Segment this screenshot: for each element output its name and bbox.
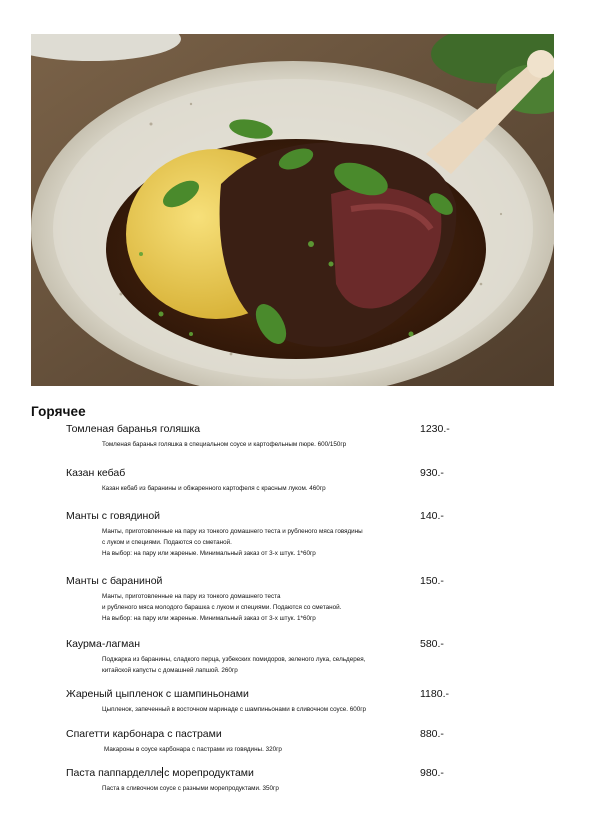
menu-item-description-line: Манты, приготовленные на пару из тонкого домашнего теста — [102, 593, 281, 600]
menu-item-description-line: китайской капусты с домашней лапшой. 260гр — [102, 667, 238, 675]
text-cursor — [162, 767, 163, 778]
menu-item-price: 980.- — [420, 767, 444, 779]
menu-item-price: 150.- — [420, 575, 444, 587]
dish-photo — [31, 34, 554, 386]
section-title: Горячее — [31, 404, 86, 419]
menu-item-description-line: Манты, приготовленные на пару из тонкого домашнего теста и рубленого мяса говядины — [102, 528, 363, 535]
menu-item-description — [102, 783, 279, 794]
menu-item-price: 880.- — [420, 728, 444, 740]
menu-item-name-part: Паста паппарделле — [66, 767, 163, 779]
menu-item-description — [102, 483, 326, 494]
menu-item-description — [102, 654, 365, 676]
menu-item-name: Спагетти карбонара с пастрами — [66, 728, 222, 740]
menu-item-description — [102, 526, 363, 560]
menu-item-description-line: На выбор: на пару или жареные. Минимальный заказ от 3-х штук. 1*60гр — [102, 550, 316, 558]
menu-item-description-line: На выбор: на пару или жареные. Минимальный заказ от 3-х штук. 1*60гр — [102, 615, 316, 623]
menu-item-description — [104, 744, 282, 755]
menu-item-name: Казан кебаб — [66, 467, 126, 479]
menu-item-description-line: Поджарка из баранины, сладкого перца, узбекских помидоров, зеленого лука, сельдерея, — [102, 656, 366, 663]
menu-item-description — [102, 704, 366, 715]
menu-item-price: 580.- — [420, 638, 444, 650]
menu-item-name — [66, 767, 254, 779]
menu-item-name: Жареный цыпленок с шампиньонами — [66, 688, 249, 700]
menu-item-name: Каурма-лагман — [66, 638, 141, 650]
menu-item-description — [102, 591, 341, 625]
menu-item-name: Манты с говядиной — [66, 510, 161, 522]
menu-item-description-line: Томленая баранья голяшка в специальном соусе и картофельным пюре. 600/150гр — [102, 441, 347, 448]
menu-item-description-line: Цыпленок, запеченный в восточном маринаде с шампиньонами в сливочном соусе. 600гр — [102, 706, 367, 713]
menu-item-description-line: Казан кебаб из баранины и обжаренного картофеля с красным луком. 460гр — [102, 485, 326, 492]
menu-item-name: Томленая баранья голяшка — [66, 423, 201, 435]
menu-item-name-part: с морепродуктами — [164, 767, 254, 779]
dish-photo-icon — [31, 34, 554, 386]
menu-item-price: 1180.- — [420, 688, 449, 700]
menu-item-description-line: Макароны в соусе карбонара с пастрами из говядины. 320гр — [104, 746, 282, 753]
menu-item-description-line: и рубленого мяса молодого барашка с луком и специями. Подаются со сметаной. — [102, 604, 342, 612]
menu-item-description-line: Паста в сливочном соусе с разными морепродуктами. 350гр — [102, 785, 279, 792]
menu-item-price: 140.- — [420, 510, 444, 522]
menu-item-name: Манты с бараниной — [66, 575, 163, 587]
menu-item-description — [102, 439, 346, 450]
menu-item-price: 1230.- — [420, 423, 450, 435]
menu-item-description-line: с луком и специями. Подаются со сметаной. — [102, 539, 232, 547]
menu-item-price: 930.- — [420, 467, 444, 479]
